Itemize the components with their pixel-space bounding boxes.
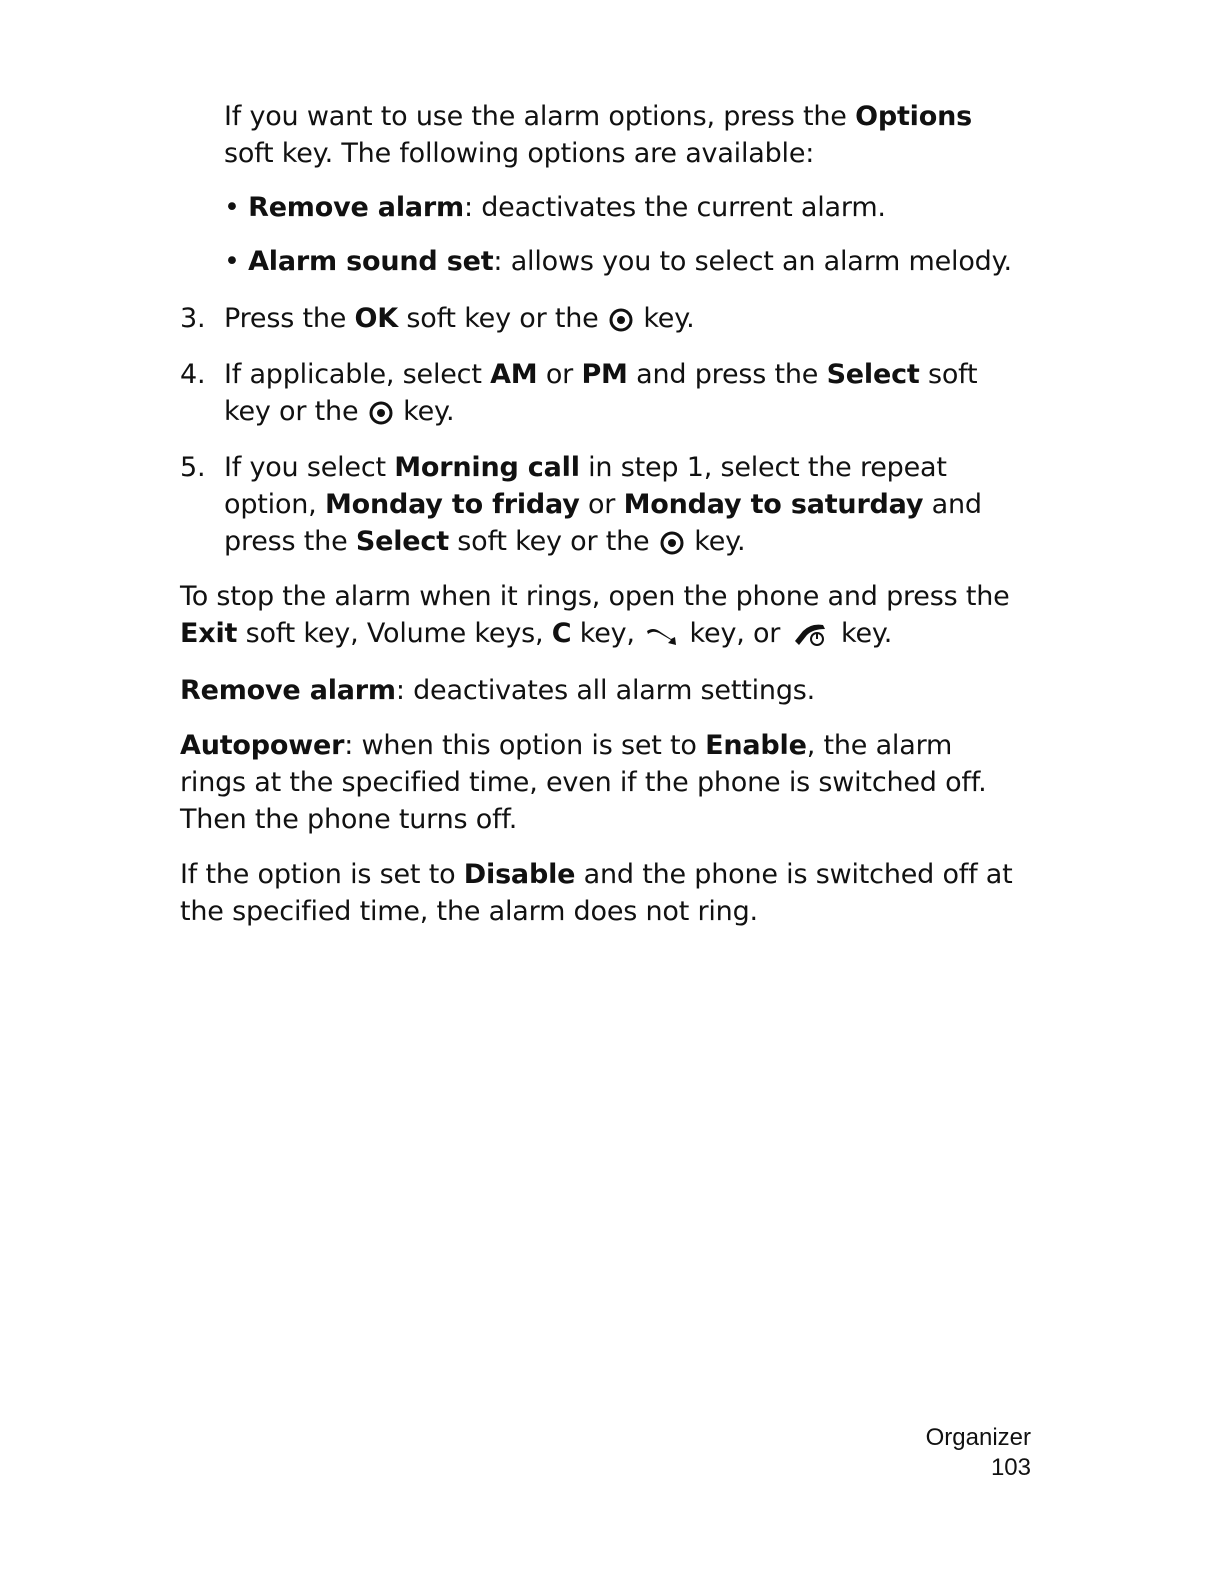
autopower-text: rings at the specified time, even if the phone is switched off. xyxy=(180,767,987,798)
step-text: soft key or the xyxy=(448,526,658,557)
stop-alarm-paragraph xyxy=(180,578,1060,657)
bullet-dot: • xyxy=(224,192,249,223)
stop-text: key, or xyxy=(681,618,789,649)
options-term: Options xyxy=(855,101,972,132)
bullet-text: : allows you to select an alarm melody. xyxy=(493,246,1012,277)
nav-center-key-icon xyxy=(369,398,393,435)
page-footer xyxy=(926,1423,1031,1483)
step-number: 4. xyxy=(180,359,206,390)
select-term: Select xyxy=(826,359,920,390)
intro-paragraph xyxy=(224,98,972,172)
select-term: Select xyxy=(355,526,449,557)
disable-term: Disable xyxy=(463,859,576,890)
pm-term: PM xyxy=(581,359,628,390)
bullet-term: Alarm sound set xyxy=(248,246,494,277)
autopower-text: Then the phone turns off. xyxy=(180,804,518,835)
step-text: soft key or the xyxy=(398,303,607,334)
step-text: Press the xyxy=(224,303,355,334)
page-number: 103 xyxy=(990,1454,1031,1481)
end-call-key-icon xyxy=(645,620,679,657)
nav-center-key-icon xyxy=(609,305,633,342)
step-text: soft xyxy=(919,359,978,390)
monday-to-friday-term: Monday to friday xyxy=(324,489,580,520)
section-name: Organizer xyxy=(925,1424,1031,1451)
step-text: or xyxy=(537,359,582,390)
remove-alarm-text: : deactivates all alarm settings. xyxy=(395,675,816,706)
monday-to-saturday-term: Monday to saturday xyxy=(623,489,924,520)
exit-term: Exit xyxy=(180,618,238,649)
step-text: and press the xyxy=(627,359,827,390)
bullet-alarm-sound-set xyxy=(224,243,1012,280)
c-key-term: C xyxy=(551,618,572,649)
morning-call-term: Morning call xyxy=(394,452,580,483)
intro-text: If you want to use the alarm options, press the xyxy=(224,101,856,132)
stop-text: key. xyxy=(832,618,893,649)
step-text: key or the xyxy=(224,396,367,427)
step-text: option, xyxy=(224,489,325,520)
am-term: AM xyxy=(490,359,538,390)
disable-text: If the option is set to xyxy=(180,859,464,890)
step-text: or xyxy=(579,489,624,520)
disable-paragraph xyxy=(180,856,1060,930)
stop-text: soft key, Volume keys, xyxy=(237,618,552,649)
stop-text: key, xyxy=(571,618,644,649)
ok-term: OK xyxy=(354,303,399,334)
bullet-text: : deactivates the current alarm. xyxy=(463,192,886,223)
step-text: press the xyxy=(224,526,356,557)
remove-alarm-term: Remove alarm xyxy=(180,675,396,706)
step-5 xyxy=(180,449,1050,565)
step-text: If you select xyxy=(224,452,395,483)
step-text: If applicable, select xyxy=(224,359,491,390)
stop-text: To stop the alarm when it rings, open the phone and press the xyxy=(180,581,1010,612)
disable-text: and the phone is switched off at xyxy=(575,859,1013,890)
autopower-text: , the alarm xyxy=(806,730,953,761)
nav-center-key-icon xyxy=(660,528,684,565)
bullet-dot: • xyxy=(224,246,249,277)
step-text: key. xyxy=(394,396,455,427)
bullet-remove-alarm xyxy=(224,189,886,226)
step-text: key. xyxy=(634,303,695,334)
bullet-term: Remove alarm xyxy=(248,192,464,223)
disable-text: the specified time, the alarm does not ring. xyxy=(180,896,758,927)
step-number: 5. xyxy=(180,452,206,483)
step-text: key. xyxy=(685,526,746,557)
step-number: 3. xyxy=(180,303,206,334)
autopower-text: : when this option is set to xyxy=(344,730,706,761)
enable-term: Enable xyxy=(705,730,807,761)
step-3 xyxy=(180,300,1040,342)
autopower-term: Autopower xyxy=(180,730,345,761)
step-text: and xyxy=(923,489,982,520)
step-4 xyxy=(180,356,1040,435)
step-text: in step 1, select the repeat xyxy=(579,452,947,483)
autopower-paragraph xyxy=(180,727,1060,838)
intro-text-2: soft key. The following options are available: xyxy=(224,138,815,169)
remove-alarm-paragraph xyxy=(180,672,815,709)
power-end-key-icon xyxy=(791,619,831,657)
